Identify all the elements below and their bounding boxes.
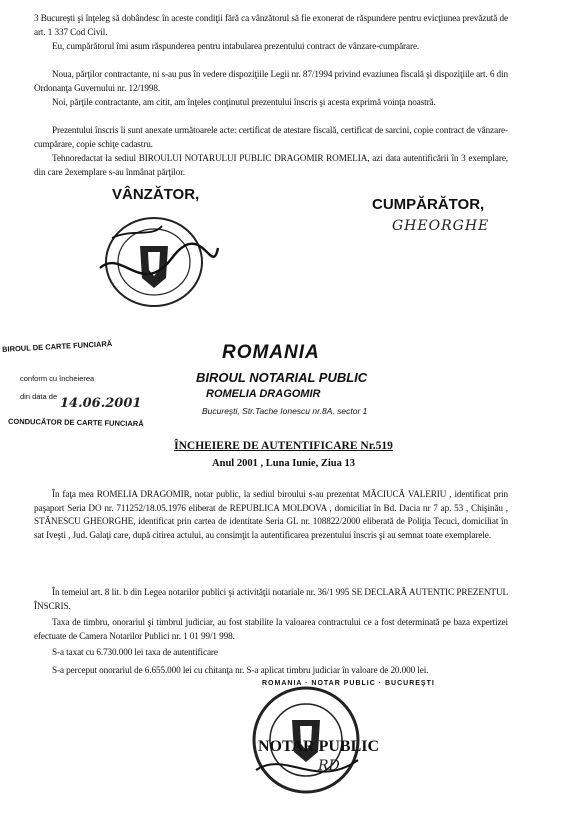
paragraph-onorariu: S-a perceput onorariul de 6.655.000 lei cu chitanţa nr. S-a aplicat timbru judiciar în valoare de 20.000 lei. [52,665,429,675]
paragraph-evictiune: 3 Bucureşti şi înţeleg să dobândesc în aceste condiţii fără ca vânzătorul să fie exonerat de răspundere pentru evicţiunea prevăzută de art. 1 337 Cod Civil. [34,13,508,37]
buyer-signature: GHEORGHE [392,218,490,234]
paragraph-vointa: Noi, părţile contractante, am citit, am înţeles conţinutul prezentului înscris şi acesta exprimă voinţa noastră. [52,97,436,107]
round-stamp-text: ROMANIA · NOTAR PUBLIC · BUCUREŞTI [262,680,435,687]
side-stamp-line4: CONDUCĂTOR DE CARTE FUNCIARĂ [7,416,144,429]
paragraph-prezentare: În faţa mea ROMELIA DRAGOMIR, notar public, la sediul biroului s-au prezentat MĂCIUCĂ VALERIU , identificat prin paşaport Seria DO nr. 711252/18.05.1976 eliberat de REPUBLICA MOLDOVA , domiciliat în Bd. Dacia nr 7 ap. 53 , Chişinău , STĂNESCU GHEORGHE, identificat prin cartea de identitate Seria GL nr. 108822/2000 eliberată de Poliţia Tecuci, domiciliat în sat Iveşti , Jud. Galaţi care, după citirea actului, au consimţit la autentificarea prezentului înscris şi au semnat toate exemplarele. [34,489,508,540]
paragraph-tehnoredactat: Tehnoredactat la sediul BIROULUI NOTARULUI PUBLIC DRAGOMIR ROMELIA, azi data autentificării în 3 exemplare, din care 2exemplare s-au înmânat părţilor. [34,153,508,177]
conclusion-title: ÎNCHEIERE DE AUTENTIFICARE Nr.519 [174,440,393,452]
paragraph-intabulare: Eu, cumpărătorul îmi asum răspunderea pentru intabularea prezentului contract de vânzare-cumpărare. [52,41,420,51]
seller-seal-icon [92,208,222,318]
notary-address: Bucureşti, Str.Tache Ionescu nr.8A, sector 1 [202,406,368,416]
side-stamp-line2: conform cu încheierea [20,374,95,383]
seller-label: VÂNZĂTOR, [112,186,200,203]
paragraph-legislatie: Noua, părţilor contractante, ni s-au pus în vedere dispoziţiile Legii nr. 87/1994 privind evaziunea fiscală şi dispoziţiile art. 6 din Ordonanţa Guvernului nr. 12/1998. [34,69,508,93]
notary-public-label: NOTAR PUBLIC [258,738,380,755]
notary-office: BIROUL NOTARIAL PUBLIC [196,370,368,385]
paragraph-anexe: Prezentului înscris îi sunt anexate următoarele acte: certificat de atestare fiscală, certificat de sarcini, copie contract de vânzare-cumpărare, copie schiţe cadastru. [34,125,508,149]
paragraph-temei: În temeiul art. 8 lit. b din Legea notarilor publici şi activităţii notariale nr. 36/1 995 SE DECLARĂ AUTENTIC PREZENTUL ÎNSCRIS. [34,587,508,611]
side-stamp-date: 14.06.2001 [60,396,142,411]
paragraph-taxa-timbru: Taxa de timbru, onorariul şi timbrul judiciar, au fost stabilite la valoarea contractului ce a fost determinată pe baza expertizei efectuate de Camera Notarilor Publici nr. 1 01 99/1 998. [34,617,508,641]
side-stamp-line3: din data de [20,392,58,401]
side-stamp-line1: BIROUL DE CARTE FUNCIARĂ [1,339,113,354]
conclusion-subtitle: Anul 2001 , Luna Iunie, Ziua 13 [212,458,355,469]
notary-name: ROMELIA DRAGOMIR [206,388,321,400]
paragraph-taxa-autentificare: S-a taxat cu 6.730.000 lei taxa de autentificare [52,647,218,657]
buyer-label: CUMPĂRĂTOR, [372,196,485,213]
notary-initials: RD [318,758,340,774]
notary-country: ROMANIA [222,342,320,363]
